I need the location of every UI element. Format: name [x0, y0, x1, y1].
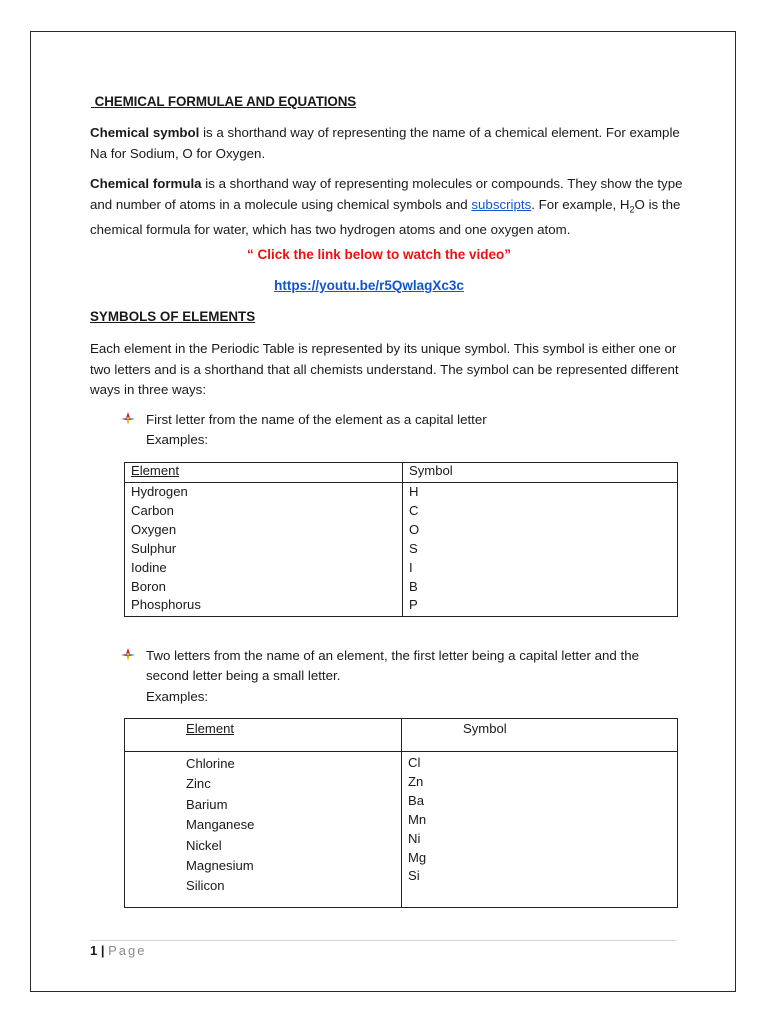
single-letter-symbols-table — [124, 462, 678, 617]
table-cell: C — [409, 502, 419, 518]
bullet-two-letters — [121, 646, 681, 707]
table-cell: Zn — [408, 773, 424, 789]
page-title: CHEMICAL FORMULAE AND EQUATIONS — [94, 94, 357, 109]
arrow-bullet-icon — [121, 648, 135, 662]
section-title: SYMBOLS OF ELEMENTS — [90, 309, 256, 324]
video-prompt: “ Click the link below to watch the video” — [246, 247, 512, 262]
chemical-symbol-paragraph — [90, 123, 690, 164]
bullet-two-text: Two letters from the name of an element, the first letter being a capital letter and the second letter being a small letter. — [146, 648, 639, 684]
water-formula: $H_2O$ — [619, 196, 645, 215]
table-cell: Mn — [408, 811, 427, 827]
page-number: 1 — [90, 943, 98, 958]
video-link[interactable]: https://youtu.be/r5QwlagXc3c — [274, 278, 464, 293]
table1-symbol-cell — [403, 483, 678, 617]
page-separator: | — [100, 943, 105, 958]
chemical-formula-text-b: . For example, — [531, 196, 620, 212]
table-cell: Oxygen — [131, 521, 177, 537]
symbols-intro-paragraph: Each element in the Periodic Table is represented by its unique symbol. This symbol is either one or two letters and is a shorthand that all chemists understand. The symbol can be represented different ways in three ways: — [90, 341, 679, 398]
table-cell: Cl — [408, 755, 421, 770]
chemical-formula-term: Chemical formula — [90, 176, 202, 191]
page-label: Page — [108, 943, 147, 958]
bullet-two-examples: Examples: — [146, 688, 209, 704]
table-cell: Boron — [131, 578, 166, 594]
arrow-bullet-icon — [121, 412, 135, 426]
table2-header-symbol: Symbol — [402, 719, 678, 752]
table-cell: Iodine — [131, 559, 167, 575]
table-cell: Manganese — [186, 817, 255, 833]
subscripts-link[interactable]: subscripts — [471, 196, 532, 212]
table1-element-cell — [125, 483, 403, 617]
table-cell: O — [409, 521, 420, 537]
table-cell: Nickel — [186, 837, 222, 853]
table-cell: Carbon — [131, 502, 174, 518]
table2-element-cell — [125, 752, 402, 908]
bullet-one-letter — [121, 410, 681, 451]
table-cell: Ni — [408, 830, 421, 846]
table-cell: Ba — [408, 792, 425, 808]
chemical-formula-text-a: is a shorthand way of representing molecules or compounds. They show the type and number of atoms in a molecule using chemical symbols and — [90, 176, 683, 212]
table-cell: Silicon — [186, 878, 225, 894]
table1-header-symbol: Symbol — [403, 463, 678, 483]
table-cell: Phosphorus — [131, 597, 201, 613]
table-cell: B — [409, 578, 418, 594]
table-cell: Mg — [408, 849, 427, 865]
bullet-one-text: First letter from the name of the element as a capital letter — [146, 412, 487, 427]
table-cell: P — [409, 597, 418, 613]
table-cell: Si — [408, 868, 420, 884]
chemical-formula-text-c: is the chemical formula for water, which has two hydrogen atoms and one oxygen atom. — [90, 196, 681, 237]
footer-divider — [90, 940, 677, 941]
table-cell: Barium — [186, 796, 228, 812]
table-cell: I — [409, 559, 413, 575]
chemical-symbol-term: Chemical symbol — [90, 125, 200, 140]
table2-symbol-cell — [402, 752, 678, 908]
chemical-formula-paragraph — [90, 174, 690, 240]
table-cell: Magnesium — [186, 858, 254, 874]
table2-header-element: Element — [125, 719, 402, 752]
page-footer — [90, 943, 147, 958]
table-cell: Sulphur — [131, 540, 177, 556]
bullet-one-examples: Examples: — [146, 432, 209, 448]
table-cell: Chlorine — [186, 756, 235, 771]
chemical-symbol-text: is a shorthand way of representing the name of a chemical element. For example Na for Sodium, O for Oxygen. — [90, 125, 680, 161]
table1-header-element: Element — [125, 463, 403, 483]
two-letter-symbols-table — [124, 718, 678, 908]
table-cell: Zinc — [186, 776, 211, 792]
table-cell: S — [409, 540, 418, 556]
table-cell: H — [409, 484, 419, 499]
table-cell: Hydrogen — [131, 484, 188, 499]
